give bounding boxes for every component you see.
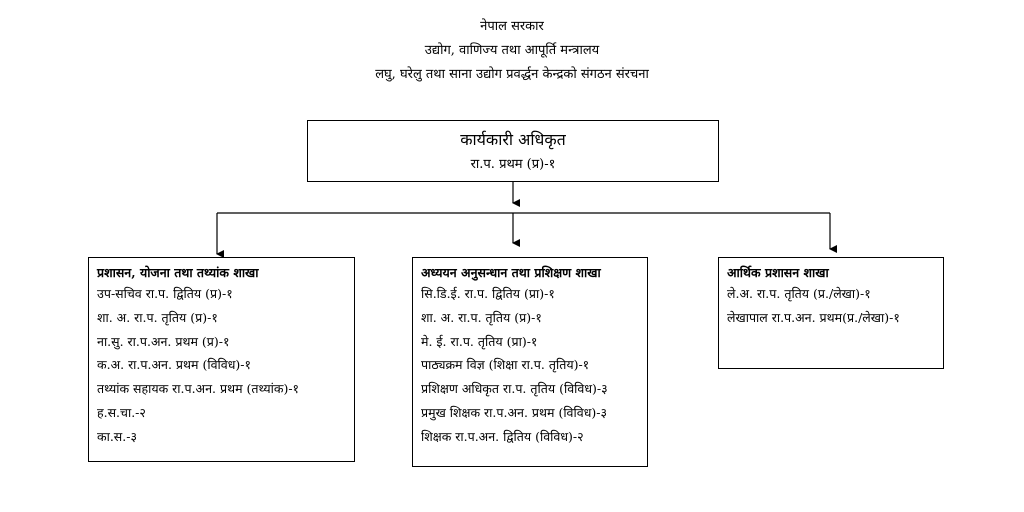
branch-item: ह.स.चा.-२	[97, 404, 146, 420]
branch-item: शिक्षक रा.प.अन. द्वितिय (विविध)-२	[421, 428, 584, 444]
branch-item: का.स.-३	[97, 428, 137, 444]
top-node-subtitle: रा.प. प्रथम (प्र)-१	[470, 157, 556, 172]
branch-item: प्रमुख शिक्षक रा.प.अन. प्रथम (विविध)-३	[421, 404, 607, 420]
top-node-title: कार्यकारी अधिकृत	[460, 130, 566, 149]
branch-item: प्रशिक्षण अधिकृत रा.प. तृतिय (विविध)-३	[421, 381, 608, 397]
top-node-box	[307, 120, 719, 182]
header-line-1: नेपाल सरकार	[480, 19, 544, 34]
branch-item: उप-सचिव रा.प. द्वितिय (प्र)-१	[97, 286, 233, 301]
header-line-2: उद्योग, वाणिज्य तथा आपूर्ति मन्त्रालय	[424, 43, 600, 58]
branch-title: अध्ययन अनुसन्धान तथा प्रशिक्षण शाखा	[421, 265, 601, 280]
branch-item: क.अ. रा.प.अन. प्रथम (विविध)-१	[97, 357, 251, 373]
branch-box-admin	[88, 257, 355, 462]
branch-item: पाठ्यक्रम विज्ञ (शिक्षा रा.प. तृतिय)-१	[421, 357, 590, 373]
branch-box-finance	[718, 257, 944, 369]
branch-title: आर्थिक प्रशासन शाखा	[727, 265, 829, 280]
branch-item: तथ्यांक सहायक रा.प.अन. प्रथम (तथ्यांक)-१	[97, 381, 300, 397]
branch-item: मे. ई. रा.प. तृतिय (प्रा)-१	[421, 333, 538, 349]
branch-item: ना.सु. रा.प.अन. प्रथम (प्र)-१	[97, 333, 230, 349]
branch-box-research	[412, 257, 648, 467]
branch-item: शा. अ. रा.प. तृतिय (प्र)-१	[421, 309, 542, 325]
branch-item: सि.डि.ई. रा.प. द्वितिय (प्रा)-१	[421, 286, 555, 301]
branch-item: ले.अ. रा.प. तृतिय (प्र./लेखा)-१	[727, 286, 871, 301]
branch-item: शा. अ. रा.प. तृतिय (प्र)-१	[97, 309, 218, 325]
branch-title: प्रशासन, योजना तथा तथ्यांक शाखा	[97, 265, 259, 280]
branch-item: लेखापाल रा.प.अन. प्रथम(प्र./लेखा)-१	[727, 309, 900, 325]
header-line-3: लघु, घरेलु तथा साना उद्योग प्रवर्द्धन केन्द्रको संगठन संरचना	[375, 67, 649, 82]
